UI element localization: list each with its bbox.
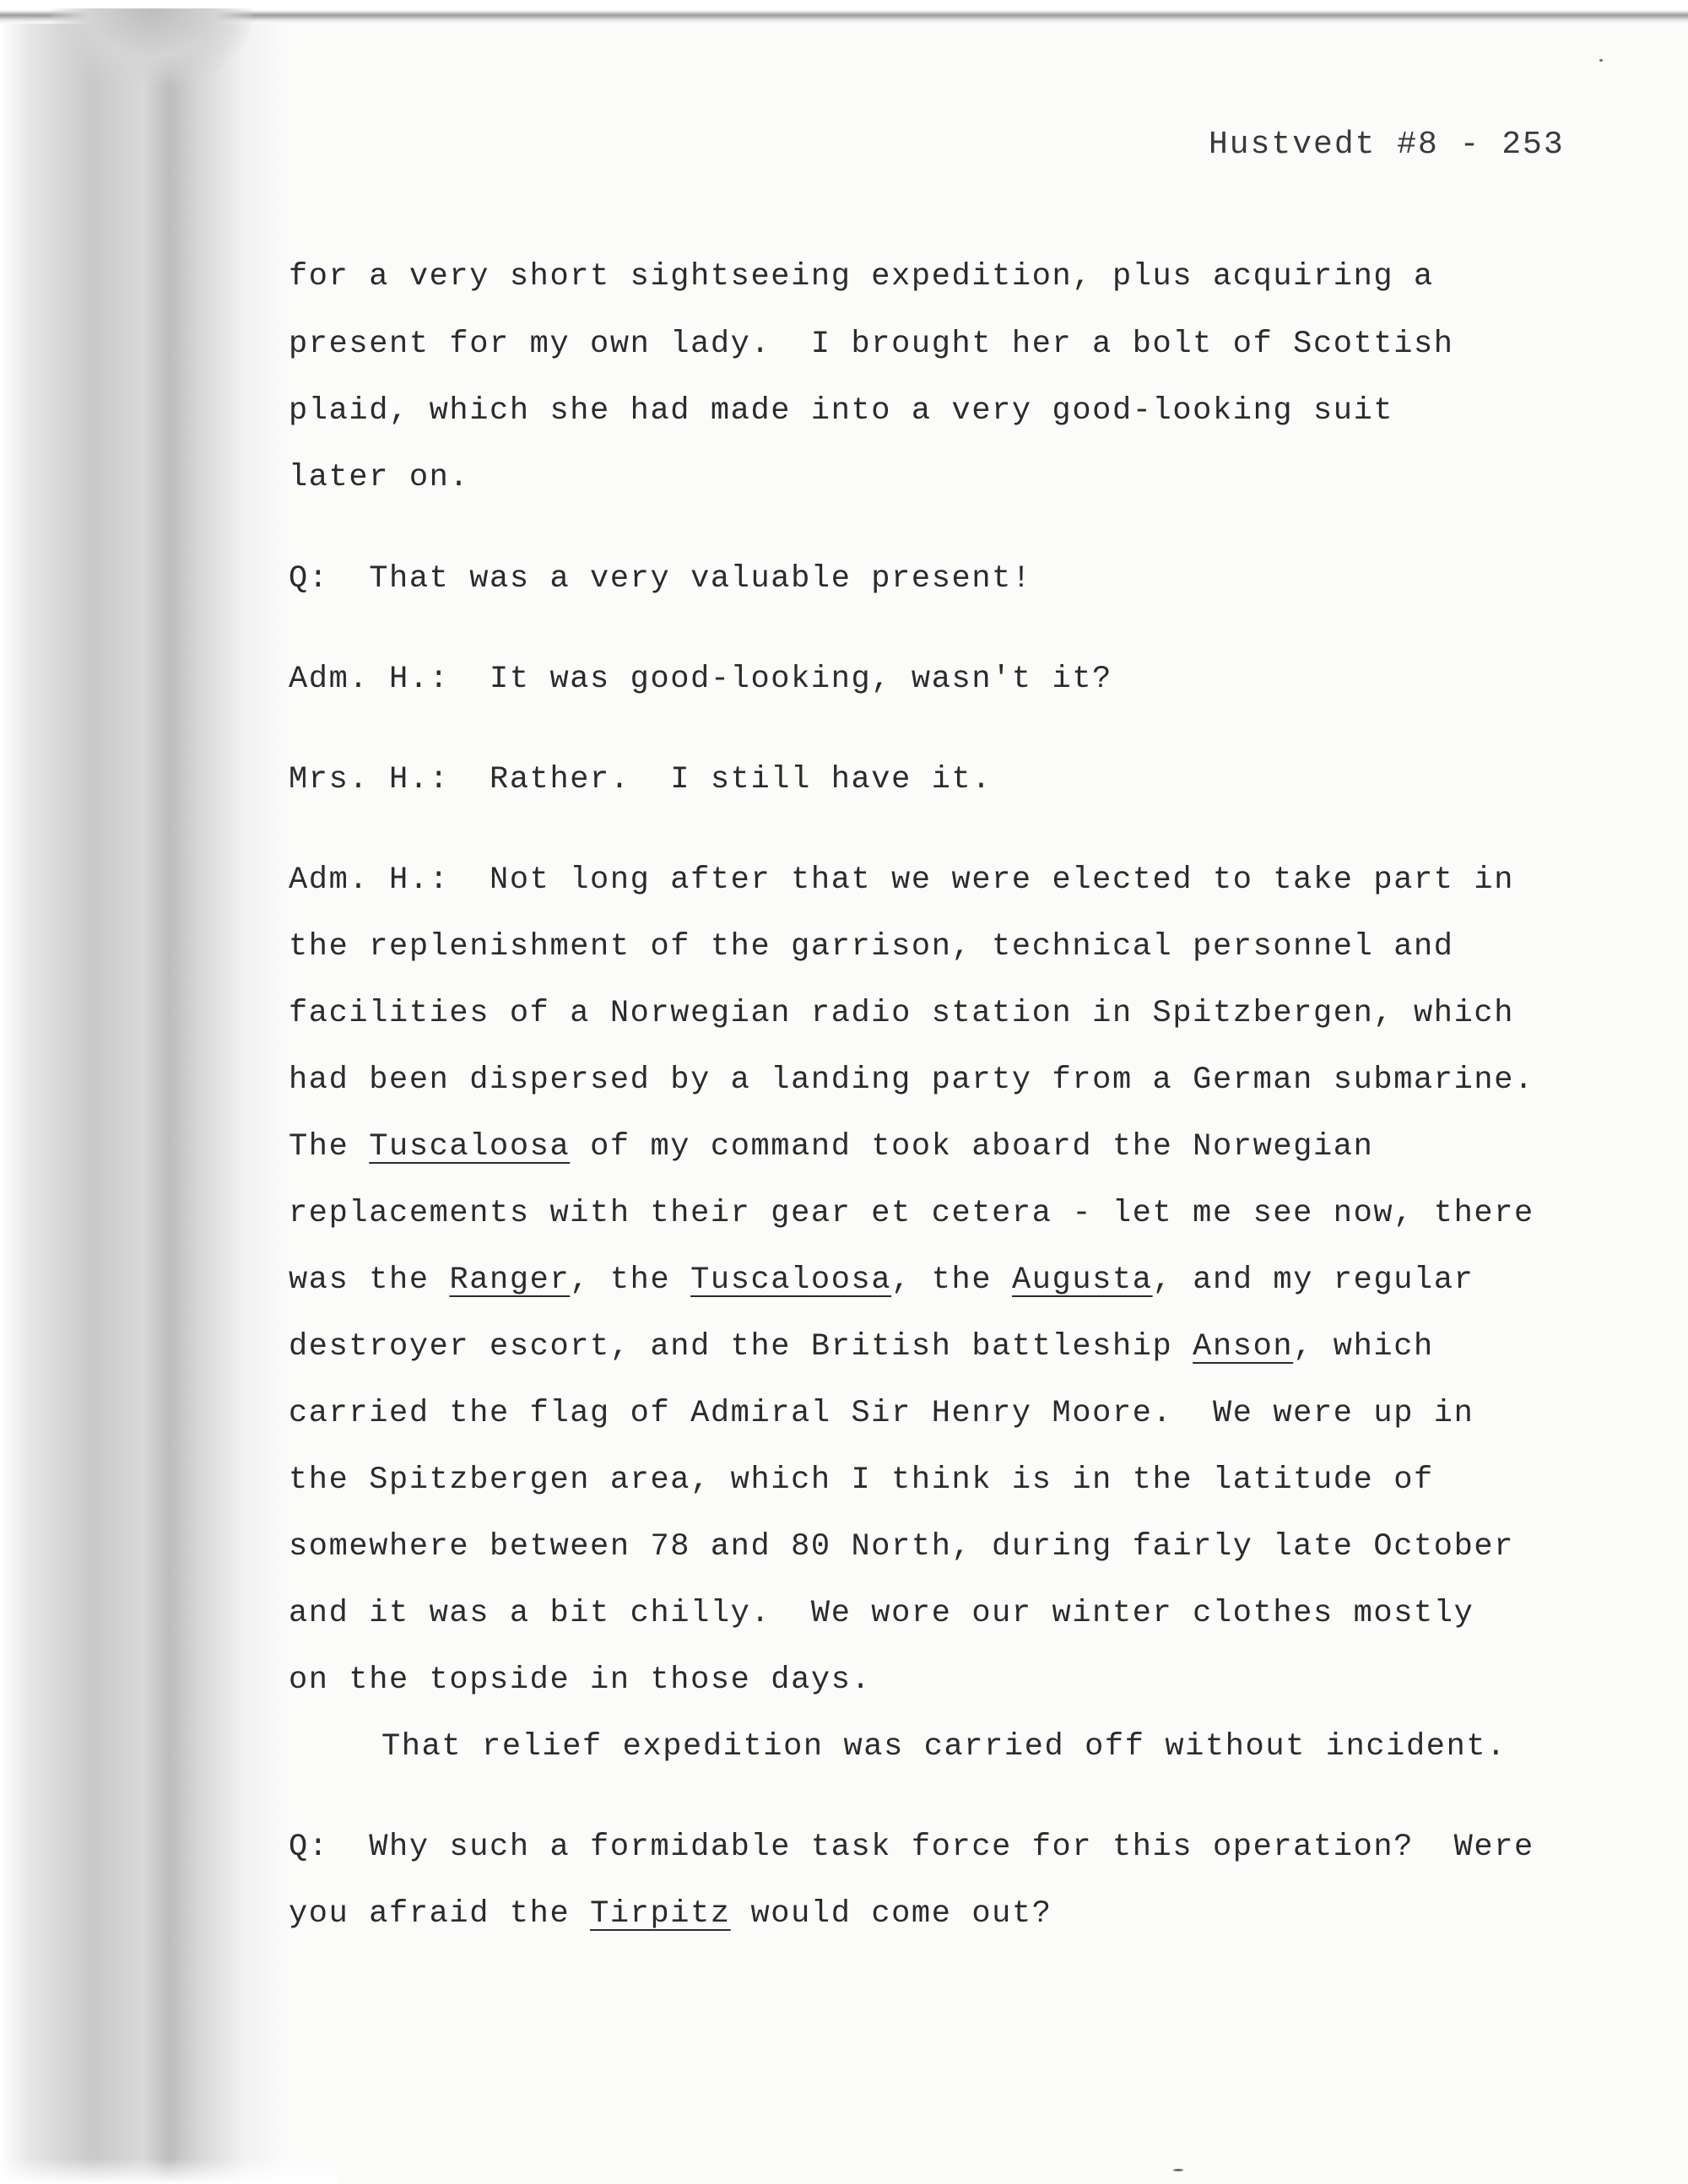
ship-name: Ranger: [449, 1262, 571, 1298]
top-edge-shadow: [0, 0, 1688, 24]
text-segment: , and my regular: [1152, 1262, 1474, 1298]
binding-shadow: [0, 0, 287, 2184]
ship-name: Tuscaloosa: [690, 1262, 892, 1298]
text-line: present for my own lady. I brought her a bolt of Scottish: [289, 327, 1454, 362]
text-line: carried the flag of Admiral Sir Henry Moore. We were up in: [289, 1396, 1474, 1431]
text-line: on the topside in those days.: [289, 1662, 872, 1698]
text-segment: destroyer escort, and the British battleship: [289, 1329, 1193, 1365]
text-segment: , the: [570, 1262, 691, 1298]
text-segment: , which: [1293, 1329, 1434, 1365]
text-line: the Spitzbergen area, which I think is in the latitude of: [289, 1462, 1434, 1498]
text-segment: of my command took aboard the Norwegian: [570, 1129, 1374, 1165]
ship-name: Augusta: [1011, 1262, 1153, 1298]
ship-name: Anson: [1193, 1329, 1294, 1365]
scan-speck: [1599, 59, 1603, 62]
answer-line: Adm. H.: Not long after that we were elected to take part in: [289, 862, 1515, 898]
ship-name: Tuscaloosa: [369, 1129, 571, 1165]
bottom-edge: [0, 2159, 338, 2184]
text-line: [289, 1329, 1434, 1365]
text-segment: would come out?: [730, 1896, 1052, 1932]
text-line: later on.: [289, 460, 470, 495]
answer-line: Adm. H.: It was good-looking, wasn't it?: [289, 662, 1112, 697]
text-line: That relief expedition was carried off without incident.: [381, 1729, 1507, 1765]
text-line: for a very short sightseeing expedition, plus acquiring a: [289, 259, 1434, 295]
text-line: and it was a bit chilly. We wore our winter clothes mostly: [289, 1596, 1474, 1631]
text-line: had been dispersed by a landing party from a German submarine.: [289, 1062, 1534, 1098]
text-line: facilities of a Norwegian radio station in Spitzbergen, which: [289, 996, 1515, 1031]
question-line: Q: That was a very valuable present!: [289, 561, 1032, 597]
page-header: Hustvedt #8 - 253: [1209, 127, 1565, 163]
text-segment: , the: [891, 1262, 1012, 1298]
text-segment: you afraid the: [289, 1896, 591, 1932]
answer-line: Mrs. H.: Rather. I still have it.: [289, 762, 993, 797]
text-line: [289, 1129, 1374, 1165]
text-line: [289, 1262, 1474, 1298]
text-line: somewhere between 78 and 80 North, during fairly late October: [289, 1529, 1515, 1565]
text-segment: The: [289, 1129, 370, 1165]
scan-speck: [1173, 2169, 1183, 2171]
text-line: the replenishment of the garrison, technical personnel and: [289, 929, 1454, 965]
text-segment: was the: [289, 1262, 450, 1298]
text-line: replacements with their gear et cetera - let me see now, there: [289, 1196, 1534, 1231]
text-line: [289, 1896, 1052, 1932]
text-line: plaid, which she had made into a very good-looking suit: [289, 393, 1394, 429]
question-line: Q: Why such a formidable task force for this operation? Were: [289, 1830, 1534, 1865]
ship-name: Tirpitz: [590, 1896, 731, 1932]
